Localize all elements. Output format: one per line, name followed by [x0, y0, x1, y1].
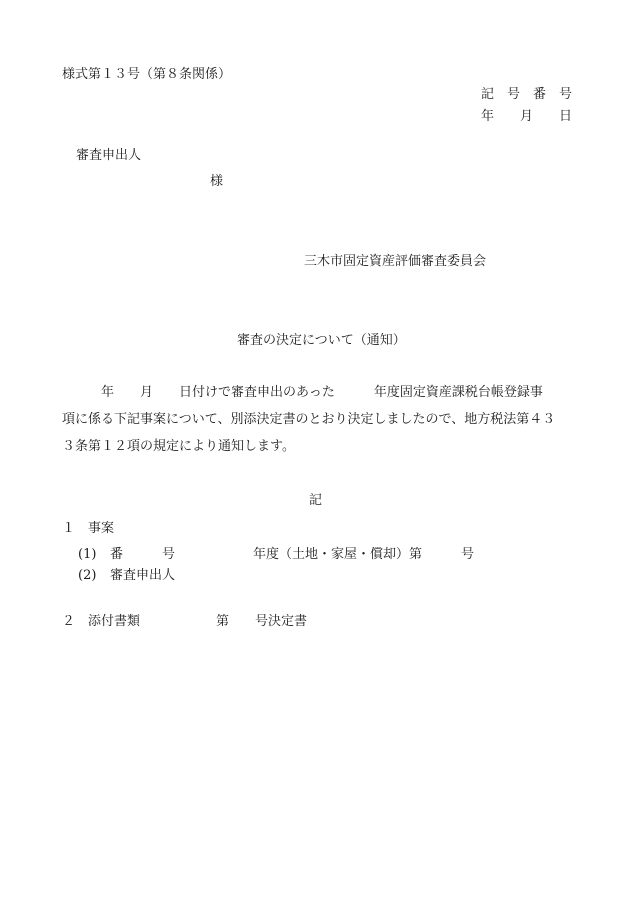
item1-sub1-number: (1) [78, 547, 97, 562]
reference-number-line: 記 号 番 号 [480, 87, 572, 102]
recipient-honorific: 様 [210, 174, 224, 189]
date-line: 年 月 日 [480, 109, 572, 124]
item1-sub1-text: 番 号 年度（土地・家屋・償却）第 号 [110, 547, 475, 562]
item2-text: 第 号決定書 [216, 614, 308, 629]
sender-name: 三木市固定資産評価審査委員会 [304, 254, 487, 269]
notice-body [62, 379, 582, 460]
item1-sub2-text: 審査申出人 [110, 568, 176, 583]
body-line-3: ３条第１２項の規定により通知します。 [62, 439, 295, 454]
body-line-2: 項に係る下記事案について、別添決定書のとおり決定しましたので、地方税法第４３ [62, 412, 556, 427]
item2-heading: ２ 添付書類 [62, 614, 141, 629]
reference-block [481, 84, 572, 128]
ki-heading: 記 [309, 493, 323, 508]
document-subject: 審査の決定について（通知） [237, 333, 406, 348]
item1-heading: １ 事案 [62, 521, 115, 536]
form-number: 様式第１３号（第８条関係） [62, 67, 232, 82]
body-line-1: 年 月 日付けで審査申出のあった 年度固定資産課税台帳登録事 [62, 385, 543, 400]
recipient-label: 審査申出人 [76, 148, 142, 163]
item1-sub2-number: (2) [78, 568, 97, 583]
